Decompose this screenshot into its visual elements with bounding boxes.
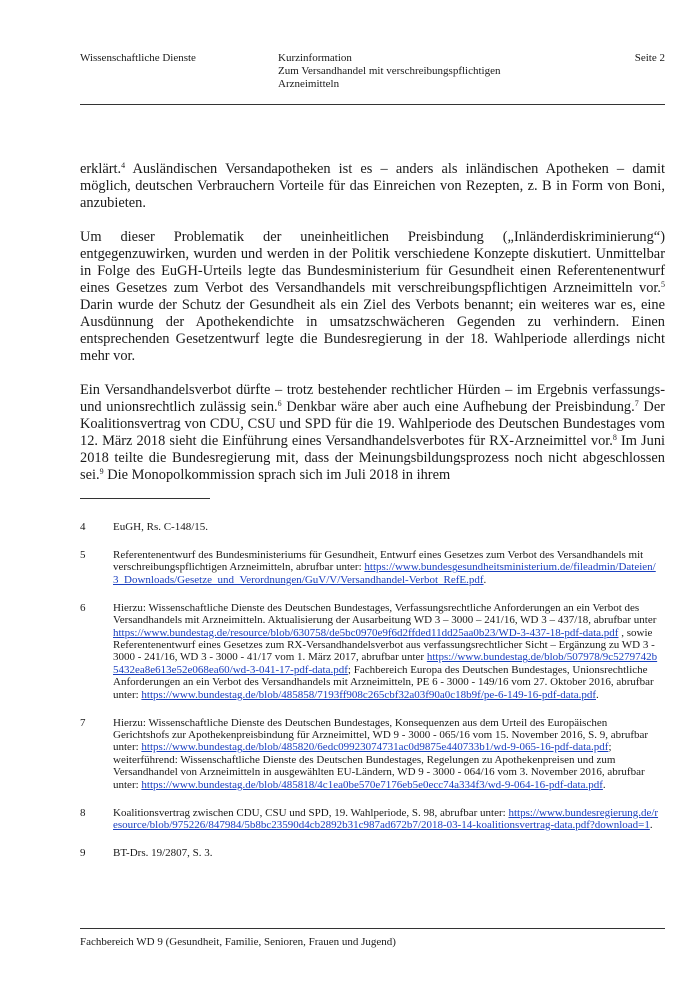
footnote-text: Referentenentwurf des Bundesministeriums für Gesundheit, Entwurf eines Gesetzes zum Verbot des Versandhandels mit verschreibungspflichtigen Arzneimitteln, abrufbar unter: https://www.bundesgesundheitsministerium.de/fileadmin/Dateien/3_Downloads/Gesetze_und_Verordnungen/GuV/V/Versandhandel-Verbot_RefE.pdf. [113,549,656,586]
header-department: Wissenschaftliche Dienste [80,52,196,64]
footnote-separator [80,498,210,499]
footnote-ref-7[interactable]: 7 [634,399,639,408]
footnote-number: 4 [80,521,86,533]
footnote-ref-9[interactable]: 9 [99,467,104,476]
footnote-link[interactable]: https://www.bundestag.de/blob/507978/9c5279742b5432ea8e613e52e068ea60/wd-3-041-17-pdf-data.pdf [113,651,658,676]
footnote-text: Hierzu: Wissenschaftliche Dienste des Deutschen Bundestages, Konsequenzen aus dem Urteil des Europäischen Gerichtshofs zur Apothekenpreisbindung für Arzneimittel, WD 9 - 3000 - 065/16 vom 15. November 2016, S. 9, abrufbar unter: https://www.bundestag.de/blob/485820/6edc09923074731ac0d9875e440733b1/wd-9-065-16-pdf-data.pdf; weiterführend: Wissenschaftliche Dienste des Deutschen Bundestages, Regelungen zu Apothekenpreisen und zum Versandhandel von Arzneimitteln in ausgewählten EU-Ländern, WD 9 - 3000 - 064/16 vom 3. November 2016, abrufbar unter: https://www.bundestag.de/blob/485818/4c1ea0be570e7176eb5e0ecc74a334f3/wd-9-064-16-pdf-data.pdf. [113,716,649,791]
paragraph-3: Ein Versandhandelsverbot dürfte – trotz bestehender rechtlicher Hürden – im Ergebnis verfassungs- und unionsrechtlich zulässig sein.$^6$ Denkbar wäre aber auch eine Aufhebung der Preisbindung.$^7$ Der Koalitionsvertrag von CDU, CSU und SPD für die 19. Wahlperiode des Deutschen Bundestages vom 12. März 2018 sieht die Einführung eines Versandhandelsverbotes für RX-Arzneimittel vor.$^8$ Im Juni 2018 teilte die Bundesregierung mit, dass der Meinungsbildungsprozess noch nicht abgeschlossen sei.$^9$ Die Monopolkommission sprach sich im Juli 2018 in ihrem [80,382,666,483]
footnote-text: EuGH, Rs. C-148/15. [113,521,209,533]
footnote-7 [80,717,660,791]
header-doc-subject-line1: Zum Versandhandel mit verschreibungspflichtigen [278,65,501,77]
footnote-link[interactable]: https://www.bundestag.de/blob/485818/4c1ea0be570e7176eb5e0ecc74a334f3/wd-9-064-16-pdf-data.pdf [141,778,603,791]
paragraph-2: Um dieser Problematik der uneinheitlichen Preisbindung („Inländerdiskriminierung“) entgegenzuwirken, wurden und werden in der Politik verschiedene Konzepte diskutiert. Unmittelbar in Folge des EuGH-Urteils legte das Bundesministerium für Gesundheit einen Referentenentwurf eines Gesetzes zum Verbot des Versandhandels mit verschreibungspflichtigen Arzneimitteln vor.$^5$ Darin wurde der Schutz der Gesundheit als ein Ziel des Verbots benannt; ein weiteres war es, eine Ausdünnung der Apothekendichte in umsatzschwächeren Gegenden zu verhindern. Einen entsprechenden Gesetzentwurf legte die Bundesregierung in der 18. Wahlperiode allerdings nicht mehr vor. [80,229,665,364]
footnote-6 [80,602,660,701]
footnote-number: 5 [80,549,86,561]
footnote-ref-6[interactable]: 6 [277,399,282,408]
footnote-9 [80,847,660,859]
paragraph-1: erklärt.$^4$ Ausländischen Versandapotheken ist es – anders als inländischen Apotheken – damit möglich, deutschen Verbrauchern Vorteile für das Einreichen von Rezepten, z. B in Form von Boni, anzubieten. [80,161,665,211]
page-footer: Fachbereich WD 9 (Gesundheit, Familie, Senioren, Frauen und Jugend) [80,936,396,948]
footnote-number: 6 [80,601,86,614]
footer-divider [80,928,665,929]
footnote-link[interactable]: https://www.bundestag.de/resource/blob/630758/de5bc0970e9f6d2ffded11dd25aa0b23/WD-3-437-18-pdf-data.pdf [113,626,619,639]
footnote-ref-8[interactable]: 8 [612,433,617,442]
footnote-4 [80,521,660,533]
footnotes [80,521,660,875]
header-divider [80,104,665,105]
footnote-8 [80,807,660,832]
footnote-link[interactable]: https://www.bundesregierung.de/resource/blob/975226/847984/5b8bc23590d4cb2892b31c987ad672b7/2018-03-14-koalitionsvertrag-data.pdf?download=1 [113,806,659,832]
header-document-title [278,52,578,91]
footnote-text: BT-Drs. 19/2807, S. 3. [113,847,213,860]
footnote-ref-4[interactable]: 4 [121,161,126,170]
footnote-5 [80,549,660,586]
footnote-ref-5[interactable]: 5 [661,280,665,289]
header-doc-subject-line2: Arzneimitteln [278,78,340,90]
page-number: Seite 2 [634,52,665,64]
footnote-text: Hierzu: Wissenschaftliche Dienste des Deutschen Bundestages, Verfassungsrechtliche Anforderungen an ein Verbot des Versandhandels mit Arzneimitteln. Aktualisierung der Ausarbeitung WD 3 – 3000 – 241/16, WD 3 – 437/18, abrufbar unter https://www.bundestag.de/resource/blob/630758/de5bc0970e9f6d2ffded11dd25aa0b23/WD-3-437-18-pdf-data.pdf , sowie Referentenentwurf eines Gesetzes zum RX-Versandhandelsverbot aus verfassungsrechtlicher Sicht – Ergänzung zu WD 3 - 3000 - 241/16, WD 3 - 3000 - 41/17 vom 1. März 2017, abrufbar unter https://www.bundestag.de/blob/507978/9c5279742b5432ea8e613e52e068ea60/wd-3-041-17-pdf-data.pdf; Fachbereich Europa des Deutschen Bundestages, Unionsrechtliche Anforderungen an ein Verbot des Versandhandels mit Arzneimitteln, PE 6 - 3000 - 149/16 vom 27. Oktober 2016, abrufbar unter: https://www.bundestag.de/blob/485858/7193ff908c265cbf32a03f90a0c18b9f/pe-6-149-16-pdf-data.pdf. [113,601,658,701]
footnote-text: Koalitionsvertrag zwischen CDU, CSU und SPD, 19. Wahlperiode, S. 98, abrufbar unter: https://www.bundesregierung.de/resource/blob/975226/847984/5b8bc23590d4cb2892b31c987ad672b7/2018-03-14-koalitionsvertrag-data.pdf?download=1. [113,806,659,832]
footnote-link[interactable]: https://www.bundestag.de/blob/485858/7193ff908c265cbf32a03f90a0c18b9f/pe-6-149-16-pdf-data.pdf [141,688,596,701]
page-header [80,52,665,92]
header-doc-type: Kurzinformation [278,52,352,64]
footnote-number: 9 [80,847,86,860]
footnote-number: 8 [80,806,86,819]
body-text [80,161,665,501]
footnote-link[interactable]: https://www.bundestag.de/blob/485820/6edc09923074731ac0d9875e440733b1/wd-9-065-16-pdf-data.pdf [141,741,609,754]
footnote-number: 7 [80,716,86,729]
footnote-link[interactable]: https://www.bundesgesundheitsministerium.de/fileadmin/Dateien/3_Downloads/Gesetze_und_Verordnungen/GuV/V/Versandhandel-Verbot_RefE.pdf [113,561,656,586]
